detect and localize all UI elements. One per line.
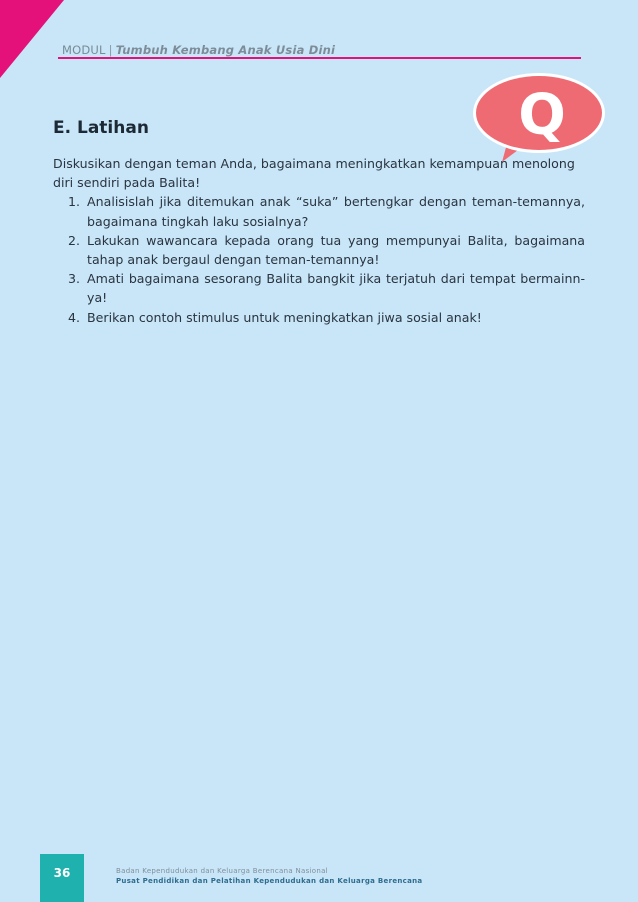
footer-center: Pusat Pendidikan dan Pelatihan Kependudukan dan Keluarga Berencana xyxy=(116,877,423,885)
section-title: E. Latihan xyxy=(53,118,149,138)
item-text: Amati bagaimana sesorang Balita bangkit jika terjatuh dari tempat bermainn-ya! xyxy=(87,271,585,306)
header-rule xyxy=(58,57,581,59)
item-number: 4. xyxy=(67,309,80,325)
item-text: Berikan contoh stimulus untuk meningkatkan jiwa sosial anak! xyxy=(87,309,482,325)
page-number: 36 xyxy=(40,854,84,902)
question-speech-bubble-icon xyxy=(472,72,606,164)
corner-accent xyxy=(0,0,64,78)
item-number: 2. xyxy=(67,232,80,248)
item-number: 3. xyxy=(67,271,80,287)
running-header xyxy=(62,43,335,57)
footer xyxy=(116,866,422,886)
list-item xyxy=(53,192,585,230)
section-body xyxy=(53,154,585,327)
badge-letter: Q xyxy=(518,83,566,148)
list-item xyxy=(53,269,585,307)
footer-org: Badan Kependudukan dan Keluarga Berencana Nasional xyxy=(116,867,328,875)
header-module: MODUL xyxy=(62,43,106,57)
exercise-list xyxy=(53,192,585,326)
list-item xyxy=(53,231,585,269)
header-subtitle: Tumbuh Kembang Anak Usia Dini xyxy=(115,43,336,57)
list-item xyxy=(53,308,585,327)
item-text: Analisislah jika ditemukan anak “suka” bertengkar dengan teman-temannya, bagaimana tingkah laku sosialnya? xyxy=(87,194,585,229)
item-number: 1. xyxy=(67,194,80,210)
item-text: Lakukan wawancara kepada orang tua yang mempunyai Balita, bagaimana tahap anak bergaul dengan teman-temannya! xyxy=(87,232,585,268)
section-intro: Diskusikan dengan teman Anda, bagaimana meningkatkan kemampuan menolong diri sendiri pada Balita! xyxy=(53,156,575,191)
header-separator: | xyxy=(108,43,113,57)
